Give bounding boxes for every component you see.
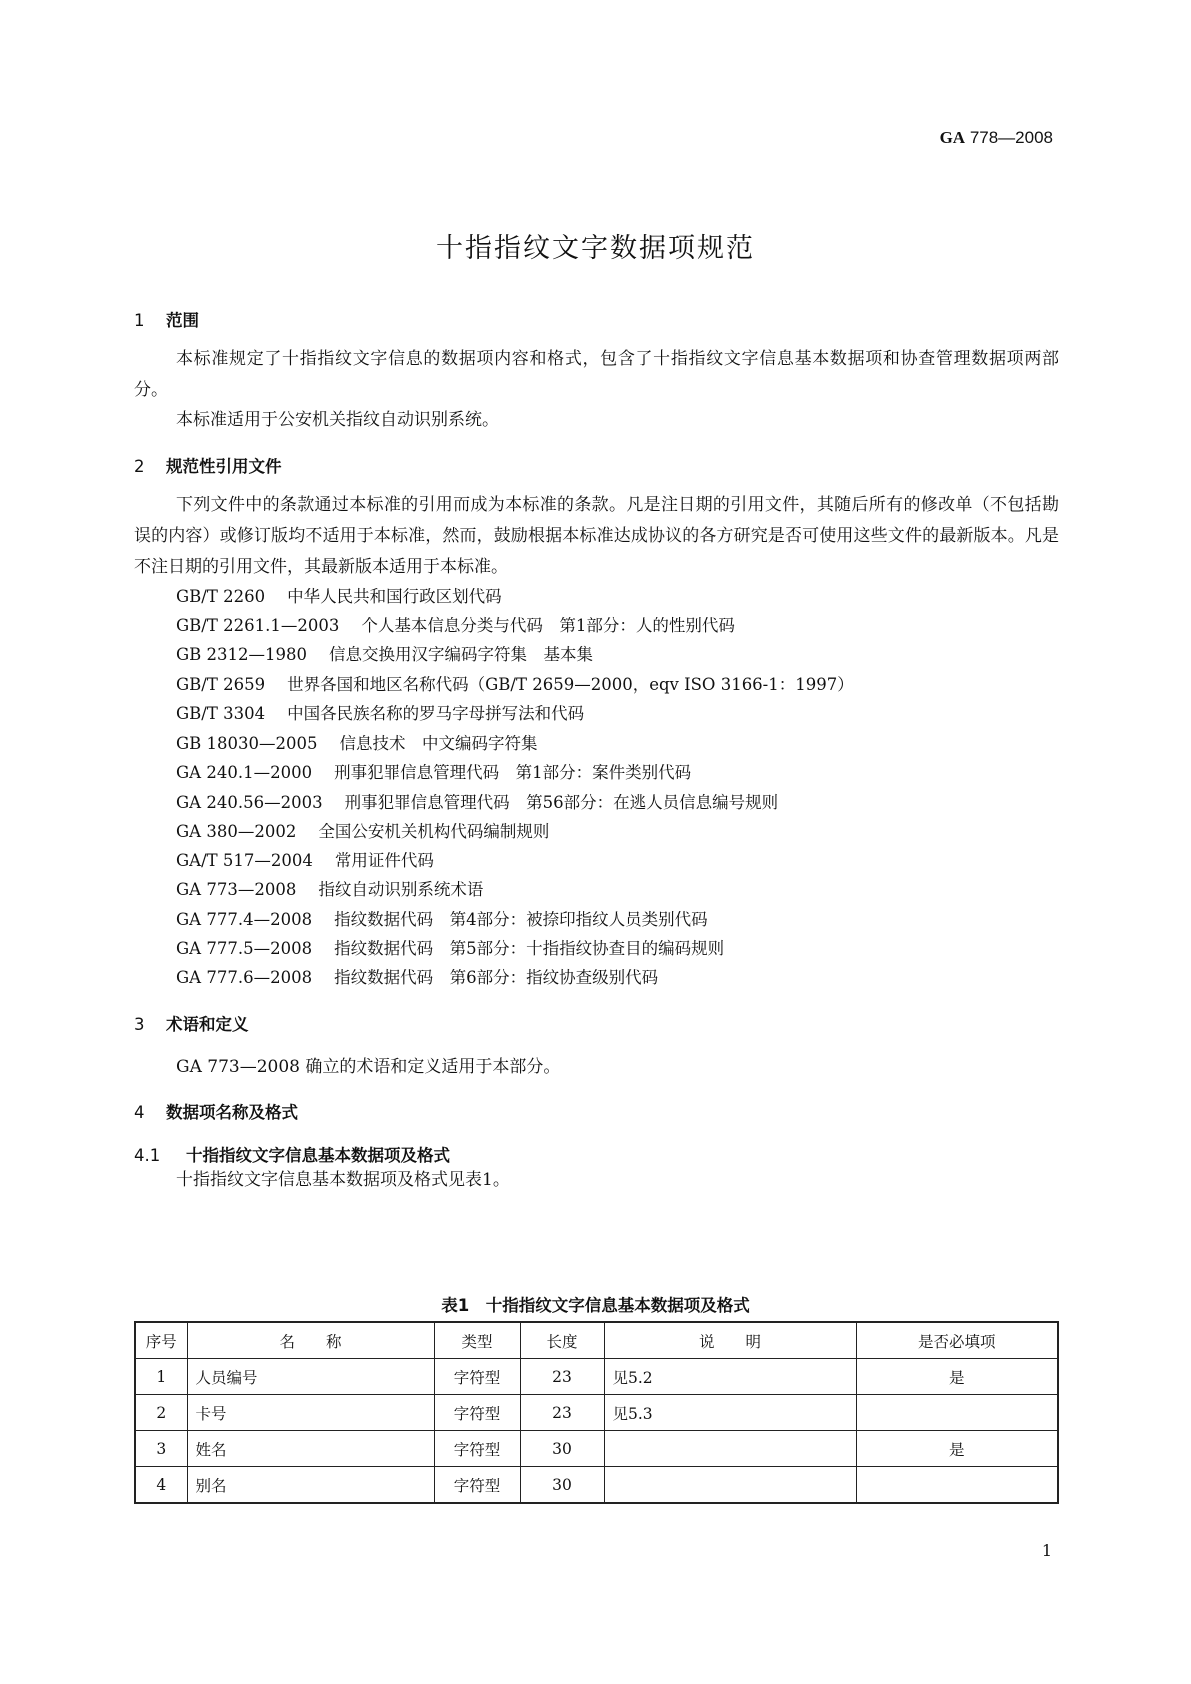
- table-cell: 字符型: [434, 1395, 520, 1431]
- reference-title: 指纹自动识别系统术语: [318, 880, 484, 899]
- standard-prefix: GA: [939, 128, 966, 147]
- reference-item: [176, 671, 854, 695]
- section-title: 术语和定义: [166, 1015, 249, 1034]
- reference-title: 指纹数据代码 第6部分：指纹协查级别代码: [334, 968, 659, 987]
- paragraph: 本标准适用于公安机关指纹自动识别系统。: [176, 410, 499, 430]
- data-items-table: [134, 1321, 1059, 1504]
- section-number: 4: [134, 1103, 145, 1122]
- page-number: 1: [1041, 1541, 1052, 1560]
- reference-item: [176, 730, 538, 754]
- reference-item: [176, 847, 434, 871]
- reference-title: 指纹数据代码 第5部分：十指指纹协查目的编码规则: [334, 939, 725, 958]
- reference-item: [176, 612, 735, 636]
- section-title: 规范性引用文件: [166, 457, 282, 476]
- section-3-heading: [134, 1011, 249, 1035]
- reference-title: 指纹数据代码 第4部分：被捺印指纹人员类别代码: [334, 910, 708, 929]
- reference-title: 常用证件代码: [334, 851, 434, 870]
- table-row: [135, 1359, 1058, 1395]
- column-header: 类型: [434, 1322, 520, 1359]
- reference-item: [176, 789, 778, 813]
- reference-item: [176, 759, 691, 783]
- reference-item: [176, 818, 549, 842]
- reference-code: GB/T 2261.1—2003: [176, 616, 340, 635]
- table-cell: [604, 1467, 856, 1504]
- section-number: 3: [134, 1015, 145, 1034]
- column-header: 说 明: [604, 1322, 856, 1359]
- table-cell: 人员编号: [187, 1359, 434, 1395]
- subsection-title: 十指指纹文字信息基本数据项及格式: [186, 1146, 450, 1165]
- reference-title: 全国公安机关机构代码编制规则: [318, 822, 550, 841]
- reference-code: GA 777.5—2008: [176, 939, 313, 958]
- section-number: 1: [134, 311, 145, 330]
- subsection-4-1-heading: [134, 1142, 450, 1166]
- reference-item: [176, 906, 708, 930]
- reference-title: 信息交换用汉字编码字符集 基本集: [329, 645, 594, 664]
- reference-title: 中华人民共和国行政区划代码: [287, 587, 502, 606]
- section-2-heading: [134, 453, 282, 477]
- table-caption: 表1 十指指纹文字信息基本数据项及格式: [441, 1296, 750, 1315]
- table-cell: [604, 1431, 856, 1467]
- reference-title: 刑事犯罪信息管理代码 第1部分：案件类别代码: [334, 763, 692, 782]
- table-cell: 23: [520, 1359, 604, 1395]
- table-cell: 卡号: [187, 1395, 434, 1431]
- reference-code: GB 2312—1980: [176, 645, 308, 664]
- section-title: 范围: [166, 311, 199, 330]
- table-cell: 字符型: [434, 1359, 520, 1395]
- table-cell: 23: [520, 1395, 604, 1431]
- reference-item: [176, 876, 483, 900]
- section-1-heading: [134, 307, 199, 331]
- column-header: 序号: [135, 1322, 187, 1359]
- section-4-heading: [134, 1099, 298, 1123]
- document-title: 十指指纹文字数据项规范: [436, 233, 755, 264]
- reference-code: GA 380—2002: [176, 822, 297, 841]
- standard-code: 778—2008: [969, 128, 1053, 147]
- reference-code: GA 240.1—2000: [176, 763, 313, 782]
- reference-title: 刑事犯罪信息管理代码 第56部分：在逃人员信息编号规则: [344, 793, 779, 812]
- table-cell: 字符型: [434, 1431, 520, 1467]
- reference-code: GB/T 2260: [176, 587, 266, 606]
- reference-item: [176, 641, 593, 665]
- table-cell: [856, 1467, 1058, 1504]
- table-cell: 见5.2: [604, 1359, 856, 1395]
- standard-number: [940, 128, 1053, 148]
- table-cell: 是: [856, 1359, 1058, 1395]
- paragraph: 本标准规定了十指指纹文字信息的数据项内容和格式，包含了十指指纹文字信息基本数据项和协查管理数据项两部分。: [134, 349, 1059, 400]
- table-row: [135, 1467, 1058, 1504]
- table-cell: 见5.3: [604, 1395, 856, 1431]
- reference-title: 世界各国和地区名称代码（GB/T 2659—2000，eqv ISO 3166-1：1997）: [287, 675, 854, 694]
- reference-code: GA 773—2008: [176, 880, 297, 899]
- table-cell: 30: [520, 1467, 604, 1504]
- table-cell: 1: [135, 1359, 187, 1395]
- reference-title: 个人基本信息分类与代码 第1部分：人的性别代码: [361, 616, 735, 635]
- reference-item: [176, 935, 724, 959]
- table-cell: 是: [856, 1431, 1058, 1467]
- table-cell: 字符型: [434, 1467, 520, 1504]
- section-number: 2: [134, 457, 145, 476]
- table-cell: 3: [135, 1431, 187, 1467]
- table-row: [135, 1431, 1058, 1467]
- table-cell: 姓名: [187, 1431, 434, 1467]
- table-cell: 别名: [187, 1467, 434, 1504]
- column-header: 是否必填项: [856, 1322, 1058, 1359]
- column-header: 长度: [520, 1322, 604, 1359]
- table-cell: 4: [135, 1467, 187, 1504]
- table-cell: [856, 1395, 1058, 1431]
- reference-title: 信息技术 中文编码字符集: [339, 734, 538, 753]
- paragraph: 下列文件中的条款通过本标准的引用而成为本标准的条款。凡是注日期的引用文件，其随后所有的修改单（不包括勘误的内容）或修订版均不适用于本标准，然而，鼓励根据本标准达成协议的各方研究是否可使用这些文件的最新版本。凡是不注日期的引用文件，其最新版本适用于本标准。: [134, 495, 1059, 577]
- reference-code: GA 777.6—2008: [176, 968, 313, 987]
- reference-code: GB/T 2659: [176, 675, 266, 694]
- table-row: [135, 1395, 1058, 1431]
- reference-code: GA 240.56—2003: [176, 793, 323, 812]
- table-cell: 30: [520, 1431, 604, 1467]
- subsection-number: 4.1: [134, 1146, 161, 1165]
- reference-code: GB/T 3304: [176, 704, 266, 723]
- reference-item: [176, 583, 502, 607]
- reference-item: [176, 964, 658, 988]
- reference-code: GA/T 517—2004: [176, 851, 313, 870]
- section-title: 数据项名称及格式: [166, 1103, 298, 1122]
- reference-code: GA 777.4—2008: [176, 910, 313, 929]
- paragraph: GA 773—2008 确立的术语和定义适用于本部分。: [176, 1057, 561, 1077]
- table-header-row: [135, 1322, 1058, 1359]
- reference-item: [176, 700, 584, 724]
- reference-title: 中国各民族名称的罗马字母拼写法和代码: [287, 704, 585, 723]
- table-cell: 2: [135, 1395, 187, 1431]
- reference-code: GB 18030—2005: [176, 734, 318, 753]
- paragraph: 十指指纹文字信息基本数据项及格式见表1。: [176, 1170, 510, 1190]
- column-header: 名 称: [187, 1322, 434, 1359]
